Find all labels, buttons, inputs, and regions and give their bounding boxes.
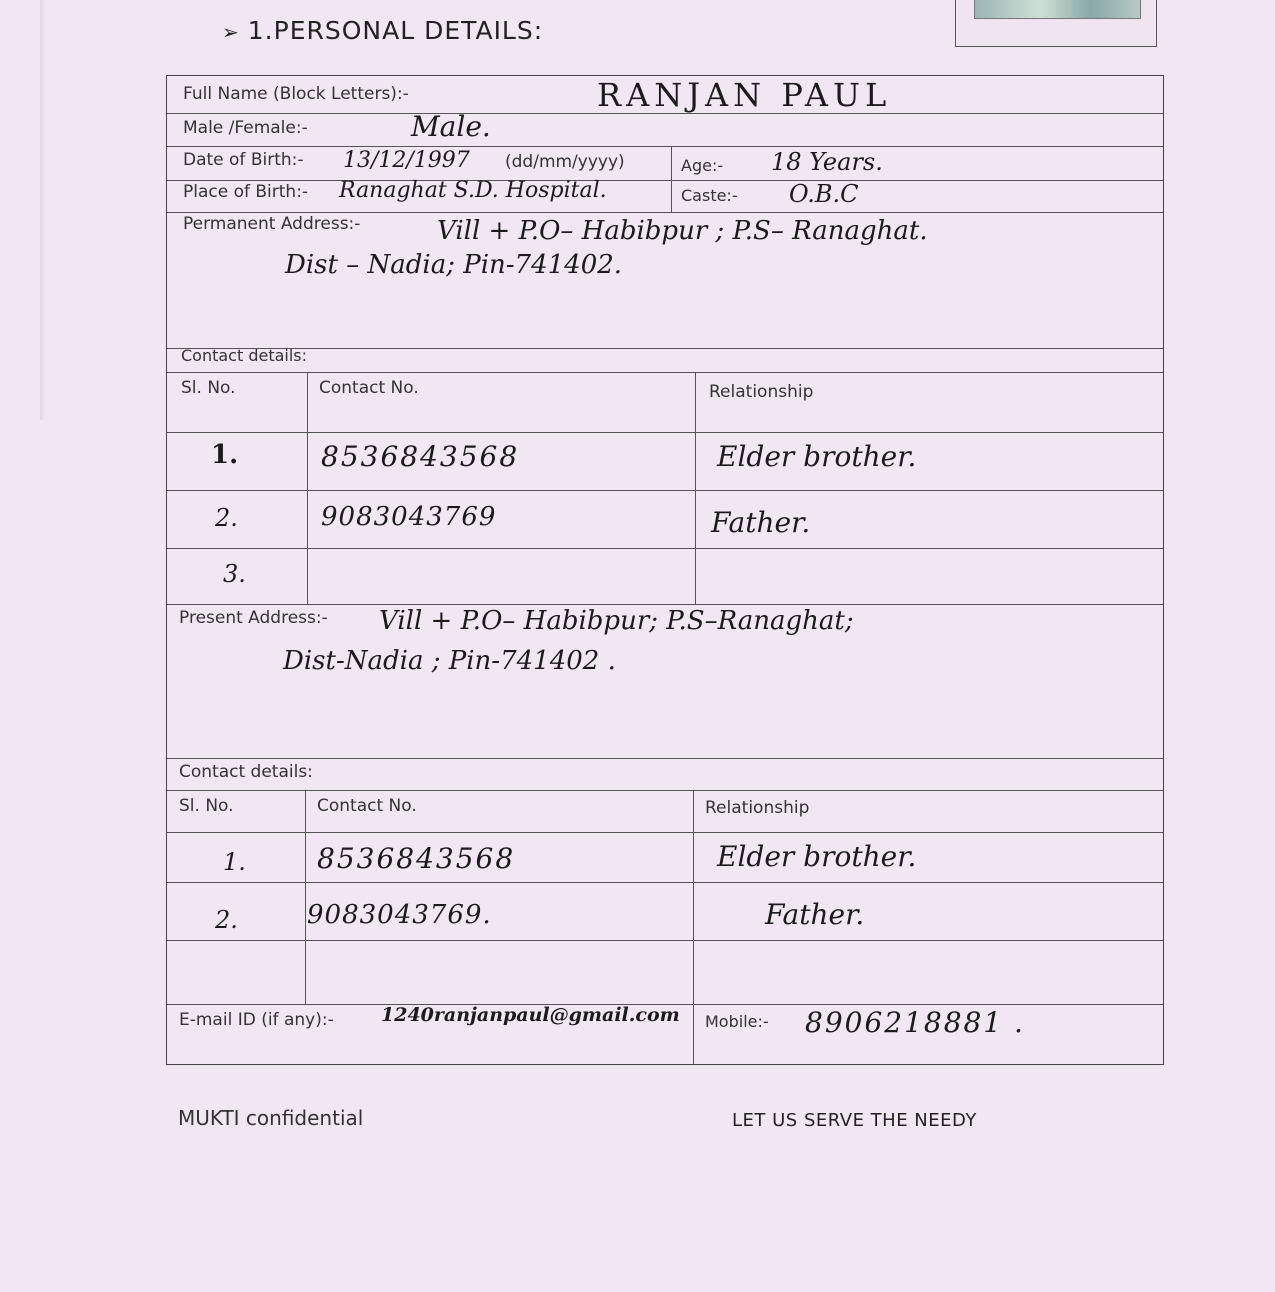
photo-box [955,0,1157,47]
full-name-value: RANJAN PAUL [597,76,892,114]
rule-gender [167,146,1163,147]
scan-edge-shadow [40,0,46,420]
permanent-address-line2: Dist – Nadia; Pin-741402. [285,250,623,280]
age-label: Age:- [681,156,724,175]
c1-row1-number: 8536843568 [321,440,520,473]
email-value: 1240ranjanpaul@gmail.com [381,1004,680,1026]
present-address-line2: Dist-Nadia ; Pin-741402 . [283,646,616,676]
email-label: E-mail ID (if any):- [179,1010,334,1030]
rule-c1-header [167,432,1163,433]
divider-dob-age [671,146,672,212]
footer-motto: LET US SERVE THE NEEDY [732,1110,977,1131]
full-name-label: Full Name (Block Letters):- [183,84,409,104]
c2-col-sl: Sl. No. [179,796,234,816]
section-title-text: 1.PERSONAL DETAILS: [247,16,544,45]
divider-c2-rel [693,790,694,1064]
rule-perm-address [167,348,1163,349]
rule-c2-header [167,832,1163,833]
arrow-bullet-icon: ➢ [222,20,240,44]
contact-details-heading-1: Contact details: [181,346,308,365]
c2-col-relation: Relationship [705,798,810,818]
rule-pob [167,212,1163,213]
mobile-value: 8906218881 . [805,1006,1025,1039]
rule-c2-row1 [167,882,1163,883]
c2-row1-sl: 1. [223,848,246,876]
personal-details-form [166,75,1164,1065]
caste-value: O.B.C [789,180,859,208]
rule-c2-heading [167,790,1163,791]
c1-col-relation: Relationship [709,382,814,402]
divider-c1-sl [307,372,308,604]
c1-row2-number: 9083043769 [321,502,497,532]
pob-value: Ranaghat S.D. Hospital. [339,178,607,203]
caste-label: Caste:- [681,186,738,205]
divider-c1-rel [695,372,696,604]
rule-c1-heading [167,372,1163,373]
rule-present-address [167,758,1163,759]
permanent-address-line1: Vill + P.O– Habibpur ; P.S– Ranaghat. [437,216,928,246]
rule-dob [167,180,1163,181]
c1-row1-relation: Elder brother. [717,440,917,473]
c2-row2-sl: 2. [215,906,238,934]
c1-row1-sl: 1. [211,440,239,470]
dob-format: (dd/mm/yyyy) [505,152,625,172]
c1-col-sl: Sl. No. [181,378,236,398]
c1-row2-sl: 2. [215,504,238,532]
c1-col-contact: Contact No. [319,378,419,398]
c1-row3-sl: 3. [223,560,246,588]
dob-value: 13/12/1997 [343,148,470,173]
pob-label: Place of Birth:- [183,182,309,202]
mobile-label: Mobile:- [705,1012,769,1031]
permanent-address-label: Permanent Address:- [183,214,361,234]
age-value: 18 Years. [771,148,883,176]
c2-col-contact: Contact No. [317,796,417,816]
applicant-photo [974,0,1141,19]
rule-c2-row2 [167,940,1163,941]
rule-c1-row1 [167,490,1163,491]
rule-c1-row3 [167,604,1163,605]
present-address-line1: Vill + P.O– Habibpur; P.S–Ranaghat; [379,606,854,636]
gender-label: Male /Female:- [183,118,308,138]
footer-confidential: MUKTI confidential [178,1106,364,1130]
gender-value: Male. [411,110,491,143]
rule-c1-row2 [167,548,1163,549]
c2-row1-relation: Elder brother. [717,840,917,873]
c2-row2-number: 9083043769. [307,900,492,930]
divider-c2-sl [305,790,306,1004]
dob-label: Date of Birth:- [183,150,304,170]
c2-row1-number: 8536843568 [317,842,516,875]
contact-details-heading-2: Contact details: [179,762,313,782]
section-title [222,16,543,45]
present-address-label: Present Address:- [179,608,328,628]
c1-row2-relation: Father. [711,506,811,539]
c2-row2-relation: Father. [765,898,865,931]
